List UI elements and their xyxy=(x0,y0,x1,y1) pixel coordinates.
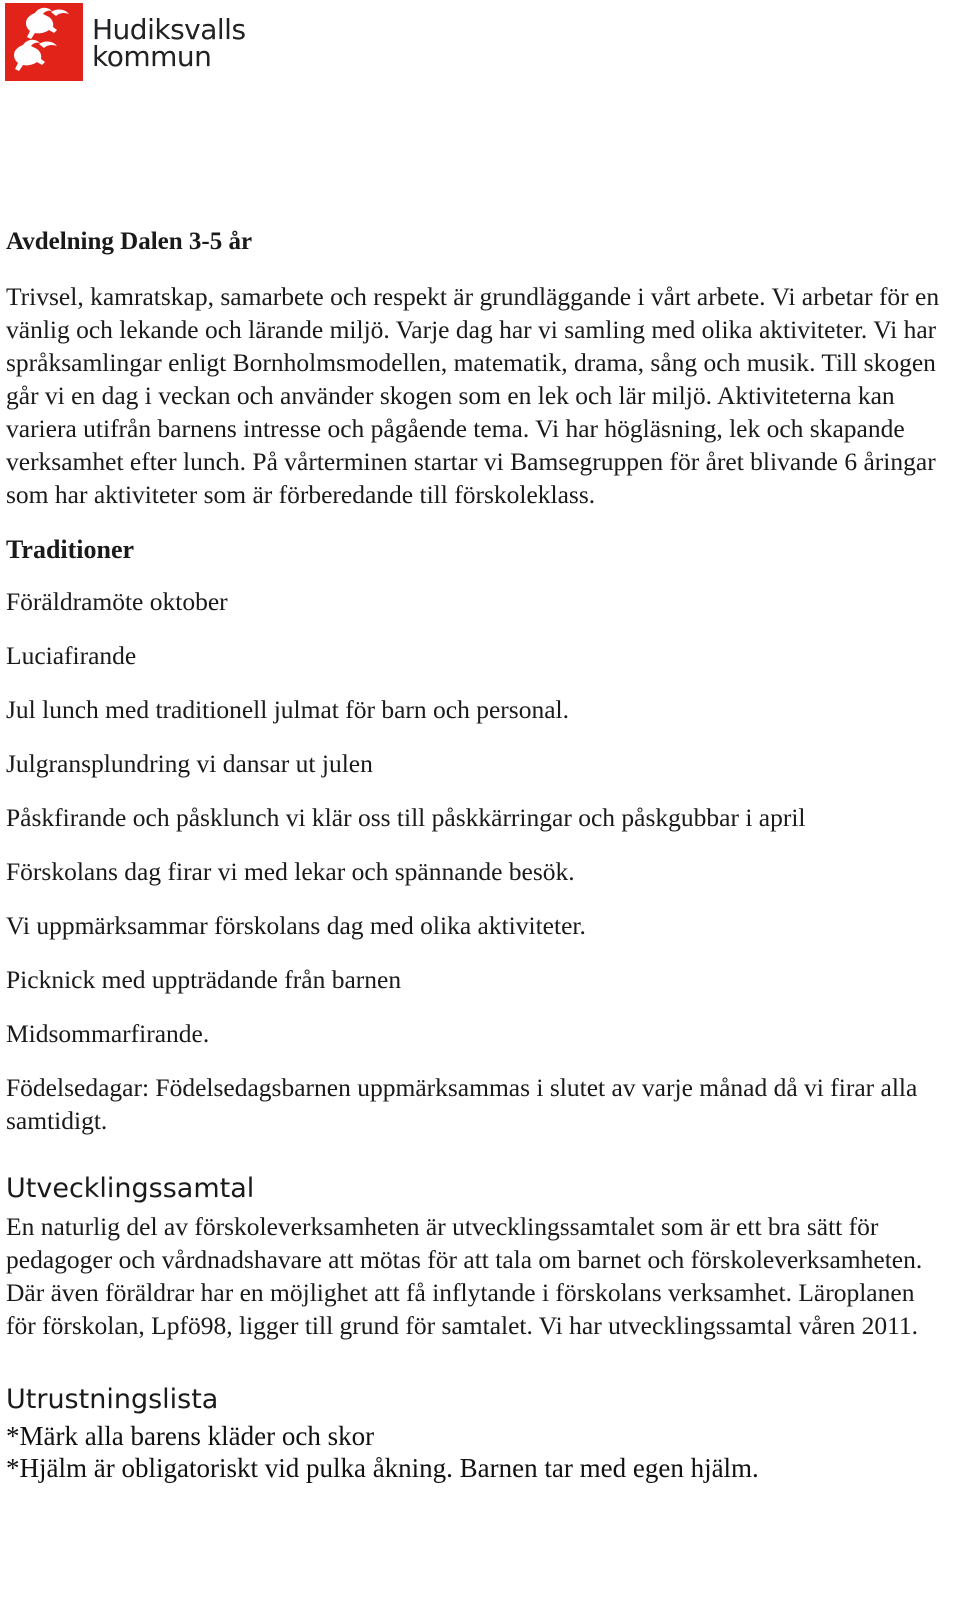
paragraph-dalen: Trivsel, kamratskap, samarbete och respekt är grundläggande i vårt arbete. Vi arbetar för en vänlig och lekande och lärande miljö. Varje dag har vi samling med olika aktiviteter. Vi har språksamlingar enligt Bornholmsmodellen, matematik, drama, sång och musik. Till skogen går vi en dag i veckan och använder skogen som en lek och lär miljö. Aktiviteterna kan variera utifrån barnens intresse och pågående tema. Vi har högläsning, lek och skapande verksamhet efter lunch. På vårterminen startar vi Bamsegruppen för året blivande 6 åringar som har aktiviteter som är förberedande till förskoleklass. xyxy=(6,282,940,509)
list-item: Vi uppmärksammar förskolans dag med olika aktiviteter. xyxy=(6,911,586,940)
list-item: Luciafirande xyxy=(6,641,137,670)
list-item: Påskfirande och påsklunch vi klär oss till påskkärringar och påskgubbar i april xyxy=(6,803,806,832)
paragraph-utvecklingssamtal: En naturlig del av förskoleverksamheten är utvecklingssamtalet som är ett bra sätt för pedagoger och vårdnadshavare att mötas för att tala om barnet och förskoleverksamheten. Där även föräldrar har en möjlighet att få inflytande i förskolans verksamhet. Läroplanen för förskolan, Lpfö98, ligger till grund för samtalet. Vi har utvecklingssamtal våren 2011. xyxy=(6,1212,923,1340)
heading-utvecklingssamtal: Utvecklingssamtal xyxy=(6,1173,255,1204)
traditions-list xyxy=(6,585,946,1137)
goat-icon xyxy=(5,3,83,81)
equipment-list xyxy=(6,1420,946,1484)
heading-traditioner: Traditioner xyxy=(6,535,135,564)
list-item: Picknick med uppträdande från barnen xyxy=(6,965,402,994)
document-body xyxy=(6,222,946,1484)
logo xyxy=(5,3,246,81)
list-item: Jul lunch med traditionell julmat för barn och personal. xyxy=(6,695,569,724)
list-item: *Märk alla barens kläder och skor xyxy=(6,1421,375,1451)
list-item: *Hjälm är obligatoriskt vid pulka åkning. Barnen tar med egen hjälm. xyxy=(6,1453,759,1483)
list-item: Julgransplundring vi dansar ut julen xyxy=(6,749,373,778)
logo-line-1: Hudiksvalls xyxy=(92,13,246,46)
list-item: Förskolans dag firar vi med lekar och spännande besök. xyxy=(6,857,575,886)
heading-dalen: Avdelning Dalen 3-5 år xyxy=(6,228,253,255)
list-item: Föräldramöte oktober xyxy=(6,587,228,616)
logo-line-2: kommun xyxy=(92,40,212,73)
heading-utrustningslista: Utrustningslista xyxy=(6,1384,219,1415)
logo-wordmark xyxy=(92,13,246,73)
list-item: Midsommarfirande. xyxy=(6,1019,210,1048)
list-item: Födelsedagar: Födelsedagsbarnen uppmärksammas i slutet av varje månad då vi firar alla samtidigt. xyxy=(6,1073,918,1135)
